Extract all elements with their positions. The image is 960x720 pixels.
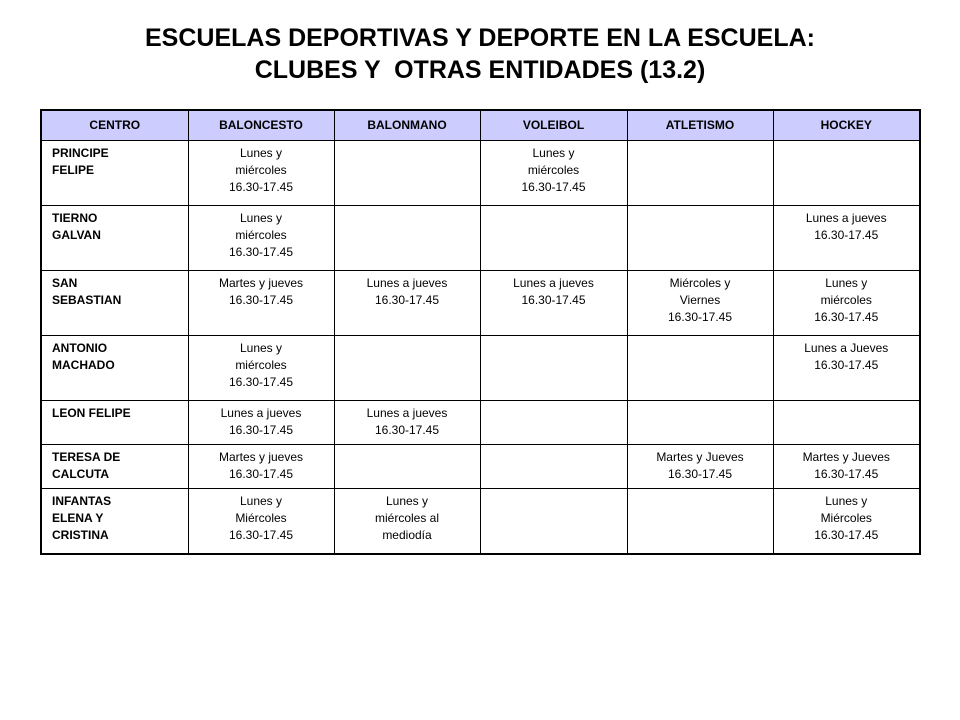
table-row bbox=[41, 401, 920, 445]
voleibol-cell bbox=[480, 489, 627, 554]
hockey-cell bbox=[773, 141, 920, 206]
voleibol-cell bbox=[480, 336, 627, 401]
baloncesto-cell: Lunes y miércoles 16.30-17.45 bbox=[188, 336, 334, 401]
balonmano-cell: Lunes a jueves 16.30-17.45 bbox=[334, 401, 480, 445]
header-centro: CENTRO bbox=[41, 110, 188, 141]
voleibol-cell: Lunes y miércoles 16.30-17.45 bbox=[480, 141, 627, 206]
voleibol-cell bbox=[480, 401, 627, 445]
centro-cell: PRINCIPE FELIPE bbox=[41, 141, 188, 206]
header-atletismo: ATLETISMO bbox=[627, 110, 773, 141]
baloncesto-cell: Martes y jueves 16.30-17.45 bbox=[188, 271, 334, 336]
table-header-row bbox=[41, 110, 920, 141]
centro-cell: TIERNO GALVAN bbox=[41, 206, 188, 271]
table-row bbox=[41, 141, 920, 206]
hockey-cell: Lunes a Jueves 16.30-17.45 bbox=[773, 336, 920, 401]
table-row bbox=[41, 445, 920, 489]
hockey-cell: Martes y Jueves 16.30-17.45 bbox=[773, 445, 920, 489]
atletismo-cell: Miércoles y Viernes 16.30-17.45 bbox=[627, 271, 773, 336]
page-title bbox=[0, 22, 960, 86]
atletismo-cell: Martes y Jueves 16.30-17.45 bbox=[627, 445, 773, 489]
schedule-table bbox=[40, 109, 921, 555]
baloncesto-cell: Lunes a jueves 16.30-17.45 bbox=[188, 401, 334, 445]
atletismo-cell bbox=[627, 141, 773, 206]
centro-cell: ANTONIO MACHADO bbox=[41, 336, 188, 401]
atletismo-cell bbox=[627, 401, 773, 445]
baloncesto-cell: Lunes y miércoles 16.30-17.45 bbox=[188, 141, 334, 206]
atletismo-cell bbox=[627, 489, 773, 554]
centro-cell: LEON FELIPE bbox=[41, 401, 188, 445]
hockey-cell: Lunes a jueves 16.30-17.45 bbox=[773, 206, 920, 271]
table-row bbox=[41, 206, 920, 271]
centro-cell: INFANTAS ELENA Y CRISTINA bbox=[41, 489, 188, 554]
title-line-1: ESCUELAS DEPORTIVAS Y DEPORTE EN LA ESCUELA: bbox=[144, 24, 815, 52]
balonmano-cell bbox=[334, 336, 480, 401]
hockey-cell: Lunes y Miércoles 16.30-17.45 bbox=[773, 489, 920, 554]
table-row bbox=[41, 489, 920, 554]
hockey-cell bbox=[773, 401, 920, 445]
baloncesto-cell: Lunes y miércoles 16.30-17.45 bbox=[188, 206, 334, 271]
balonmano-cell bbox=[334, 445, 480, 489]
title-line-2: CLUBES Y OTRAS ENTIDADES (13.2) bbox=[254, 56, 706, 84]
balonmano-cell: Lunes a jueves 16.30-17.45 bbox=[334, 271, 480, 336]
header-baloncesto: BALONCESTO bbox=[188, 110, 334, 141]
voleibol-cell bbox=[480, 445, 627, 489]
voleibol-cell bbox=[480, 206, 627, 271]
atletismo-cell bbox=[627, 336, 773, 401]
centro-cell: TERESA DE CALCUTA bbox=[41, 445, 188, 489]
header-hockey: HOCKEY bbox=[773, 110, 920, 141]
table-row bbox=[41, 271, 920, 336]
voleibol-cell: Lunes a jueves 16.30-17.45 bbox=[480, 271, 627, 336]
header-voleibol: VOLEIBOL bbox=[480, 110, 627, 141]
centro-cell: SAN SEBASTIAN bbox=[41, 271, 188, 336]
balonmano-cell bbox=[334, 206, 480, 271]
baloncesto-cell: Martes y jueves 16.30-17.45 bbox=[188, 445, 334, 489]
hockey-cell: Lunes y miércoles 16.30-17.45 bbox=[773, 271, 920, 336]
header-balonmano: BALONMANO bbox=[334, 110, 480, 141]
atletismo-cell bbox=[627, 206, 773, 271]
balonmano-cell: Lunes y miércoles al mediodía bbox=[334, 489, 480, 554]
table-row bbox=[41, 336, 920, 401]
balonmano-cell bbox=[334, 141, 480, 206]
baloncesto-cell: Lunes y Miércoles 16.30-17.45 bbox=[188, 489, 334, 554]
